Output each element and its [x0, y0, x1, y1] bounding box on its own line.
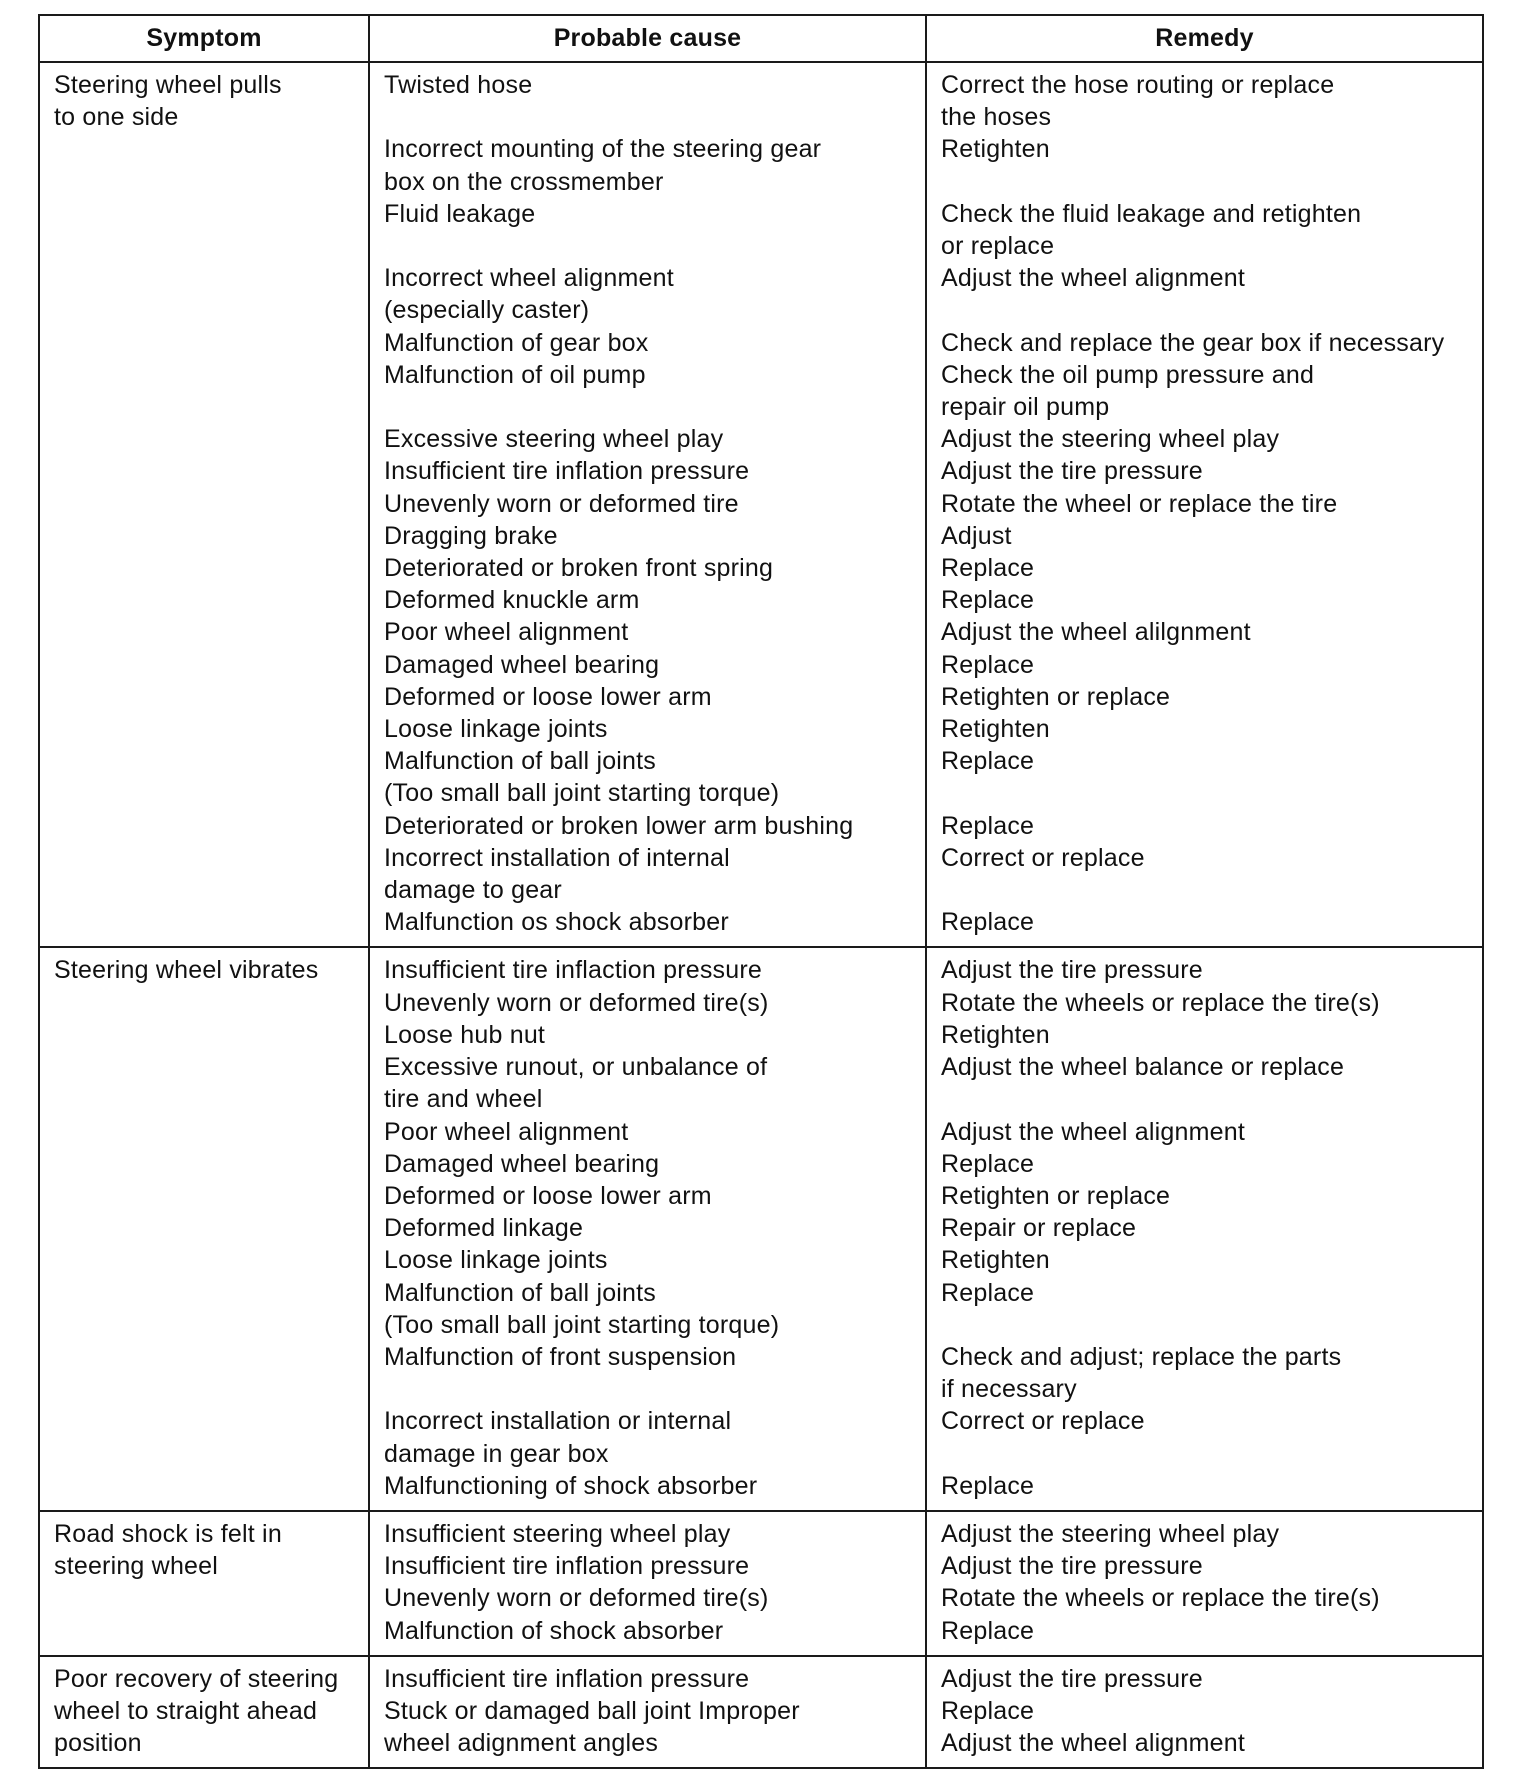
- remedy-line: repair oil pump: [941, 393, 1110, 422]
- remedy-line: [941, 777, 1468, 809]
- remedy-line: Adjust the wheel alignment: [941, 1729, 1245, 1758]
- remedy-line: Replace: [941, 747, 1035, 776]
- symptom-line: wheel to straight ahead: [54, 1696, 318, 1725]
- troubleshooting-table: [38, 14, 1484, 1769]
- cause-line: Loose linkage joints: [384, 715, 608, 744]
- remedy-line: [941, 294, 1468, 326]
- header-probable-cause: Probable cause: [370, 16, 927, 61]
- cause-line: tire and wheel: [384, 1085, 543, 1114]
- remedy-line: [941, 1438, 1468, 1470]
- remedy-line: Replace: [941, 650, 1035, 679]
- remedy-line: Retighten or replace: [941, 1181, 1171, 1210]
- remedy-line: Adjust the tire pressure: [941, 1552, 1203, 1581]
- remedy-line: Replace: [941, 1616, 1035, 1645]
- remedy-line: Repair or replace: [941, 1214, 1137, 1243]
- probable-cause-cell: [370, 1657, 927, 1768]
- cause-line: Deformed linkage: [384, 1214, 584, 1243]
- cause-line: Insufficient tire inflation pressure: [384, 457, 750, 486]
- remedy-line: Check and replace the gear box if necessary: [941, 328, 1445, 357]
- cause-line: Damaged wheel bearing: [384, 1149, 660, 1178]
- table-row: [40, 63, 1482, 948]
- remedy-line: the hoses: [941, 103, 1052, 132]
- remedy-line: Correct the hose routing or replace: [941, 71, 1335, 99]
- probable-cause-cell: [370, 63, 927, 946]
- probable-cause-cell: [370, 948, 927, 1509]
- cause-line: Loose linkage joints: [384, 1246, 608, 1275]
- remedy-line: [941, 166, 1468, 198]
- symptom-line: Road shock is felt in: [54, 1519, 282, 1548]
- remedy-line: Check the oil pump pressure and: [941, 360, 1315, 389]
- symptom-line: to one side: [54, 103, 179, 132]
- cause-line: Malfunction of front suspension: [384, 1342, 737, 1371]
- cause-line: Malfunction os shock absorber: [384, 908, 729, 937]
- remedy-line: Replace: [941, 1696, 1035, 1725]
- cause-line: Malfunction of oil pump: [384, 360, 646, 389]
- remedy-line: Correct or replace: [941, 843, 1145, 872]
- symptom-line: Steering wheel vibrates: [54, 956, 319, 985]
- cause-line: Unevenly worn or deformed tire(s): [384, 988, 769, 1017]
- cause-line: Unevenly worn or deformed tire(s): [384, 1584, 769, 1613]
- cause-line: Fluid leakage: [384, 199, 536, 228]
- symptom-line: steering wheel: [54, 1552, 219, 1581]
- cause-line: [384, 391, 911, 423]
- cause-line: damage in gear box: [384, 1439, 609, 1468]
- remedy-line: Correct or replace: [941, 1407, 1145, 1436]
- remedy-line: Adjust the steering wheel play: [941, 425, 1280, 454]
- remedy-line: Check the fluid leakage and retighten: [941, 199, 1362, 228]
- cause-line: Incorrect wheel alignment: [384, 264, 674, 293]
- symptom-line: position: [54, 1729, 142, 1758]
- remedy-line: Retighten or replace: [941, 682, 1171, 711]
- cause-line: Poor wheel alignment: [384, 618, 629, 647]
- cause-line: Stuck or damaged ball joint Improper: [384, 1696, 800, 1725]
- table-row: [40, 1512, 1482, 1657]
- remedy-line: [941, 1309, 1468, 1341]
- cause-line: Deformed or loose lower arm: [384, 682, 712, 711]
- cause-line: Poor wheel alignment: [384, 1117, 629, 1146]
- cause-line: Incorrect mounting of the steering gear: [384, 135, 822, 164]
- cause-line: wheel adignment angles: [384, 1729, 659, 1758]
- cause-line: Incorrect installation or internal: [384, 1407, 732, 1436]
- remedy-line: Adjust: [941, 521, 1012, 550]
- remedy-line: Adjust the wheel alilgnment: [941, 618, 1251, 647]
- remedy-line: Rotate the wheels or replace the tire(s): [941, 988, 1380, 1017]
- remedy-line: Adjust the wheel alignment: [941, 264, 1245, 293]
- cause-line: (Too small ball joint starting torque): [384, 779, 780, 808]
- remedy-line: Replace: [941, 811, 1035, 840]
- symptom-cell: [40, 1512, 370, 1655]
- cause-line: Incorrect installation of internal: [384, 843, 730, 872]
- symptom-cell: [40, 63, 370, 946]
- symptom-line: Steering wheel pulls: [54, 71, 282, 99]
- remedy-cell: [927, 63, 1482, 946]
- cause-line: Excessive runout, or unbalance of: [384, 1053, 768, 1082]
- cause-line: (Too small ball joint starting torque): [384, 1310, 780, 1339]
- remedy-line: Retighten: [941, 715, 1050, 744]
- remedy-line: Rotate the wheel or replace the tire: [941, 489, 1338, 518]
- cause-line: Deteriorated or broken front spring: [384, 554, 774, 583]
- remedy-line: Replace: [941, 586, 1035, 615]
- cause-line: [384, 101, 911, 133]
- cause-line: Dragging brake: [384, 521, 558, 550]
- remedy-line: Replace: [941, 554, 1035, 583]
- cause-line: Deformed or loose lower arm: [384, 1181, 712, 1210]
- remedy-line: or replace: [941, 232, 1055, 261]
- remedy-line: Adjust the wheel alignment: [941, 1117, 1245, 1146]
- remedy-line: Retighten: [941, 135, 1050, 164]
- cause-line: Insufficient tire inflaction pressure: [384, 956, 762, 985]
- remedy-line: [941, 1083, 1468, 1115]
- probable-cause-cell: [370, 1512, 927, 1655]
- remedy-line: Retighten: [941, 1020, 1050, 1049]
- remedy-line: Adjust the tire pressure: [941, 956, 1203, 985]
- table-body: [40, 63, 1482, 1767]
- table-row: [40, 948, 1482, 1511]
- remedy-cell: [927, 1512, 1482, 1655]
- cause-line: [384, 1373, 911, 1405]
- cause-line: Malfunctioning of shock absorber: [384, 1471, 758, 1500]
- symptom-cell: [40, 1657, 370, 1768]
- cause-line: damage to gear: [384, 876, 562, 905]
- cause-line: (especially caster): [384, 296, 590, 325]
- remedy-line: Replace: [941, 1278, 1035, 1307]
- header-remedy: Remedy: [1155, 24, 1254, 52]
- cause-line: Insufficient steering wheel play: [384, 1519, 731, 1548]
- symptom-line: Poor recovery of steering: [54, 1664, 339, 1693]
- cause-line: Unevenly worn or deformed tire: [384, 489, 739, 518]
- remedy-line: Adjust the tire pressure: [941, 457, 1203, 486]
- cause-line: Damaged wheel bearing: [384, 650, 660, 679]
- remedy-line: Adjust the wheel balance or replace: [941, 1053, 1345, 1082]
- remedy-line: Check and adjust; replace the parts: [941, 1342, 1342, 1371]
- cause-line: Malfunction of ball joints: [384, 1278, 657, 1307]
- table-row: [40, 1657, 1482, 1768]
- cause-line: Deteriorated or broken lower arm bushing: [384, 811, 854, 840]
- cause-line: Malfunction of shock absorber: [384, 1616, 724, 1645]
- cause-line: Insufficient tire inflation pressure: [384, 1552, 750, 1581]
- cause-line: [384, 230, 911, 262]
- remedy-line: Replace: [941, 1471, 1035, 1500]
- remedy-line: Adjust the steering wheel play: [941, 1519, 1280, 1548]
- table-header-row: [40, 16, 1482, 63]
- remedy-line: Adjust the tire pressure: [941, 1664, 1203, 1693]
- remedy-cell: [927, 1657, 1482, 1768]
- cause-line: box on the crossmember: [384, 167, 664, 196]
- cause-line: Insufficient tire inflation pressure: [384, 1664, 750, 1693]
- remedy-line: if necessary: [941, 1375, 1077, 1404]
- remedy-line: Rotate the wheels or replace the tire(s): [941, 1584, 1380, 1613]
- cause-line: Twisted hose: [384, 71, 533, 99]
- cause-line: Malfunction of gear box: [384, 328, 649, 357]
- remedy-line: Replace: [941, 908, 1035, 937]
- cause-line: Loose hub nut: [384, 1020, 546, 1049]
- remedy-line: Retighten: [941, 1246, 1050, 1275]
- cause-line: Deformed knuckle arm: [384, 586, 640, 615]
- cause-line: Malfunction of ball joints: [384, 747, 657, 776]
- remedy-line: [941, 874, 1468, 906]
- cause-line: Excessive steering wheel play: [384, 425, 724, 454]
- symptom-cell: [40, 948, 370, 1509]
- remedy-cell: [927, 948, 1482, 1509]
- remedy-line: Replace: [941, 1149, 1035, 1178]
- header-symptom: Symptom: [40, 16, 370, 61]
